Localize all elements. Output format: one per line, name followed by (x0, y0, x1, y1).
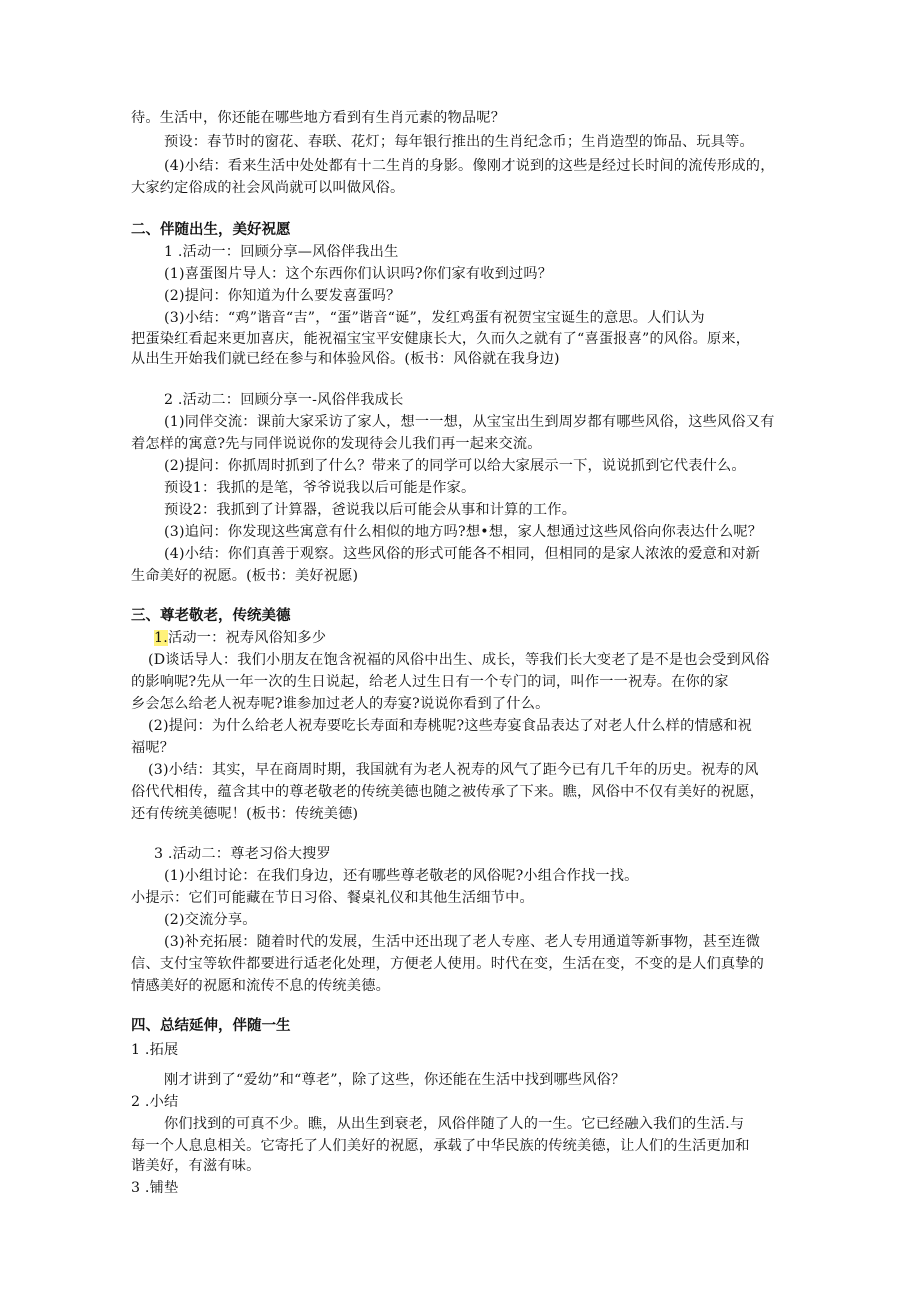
text-line: 待。生活中，你还能在哪些地方看到有生肖元素的物品呢？ (131, 110, 506, 126)
text-line: (2)交流分享。 (164, 912, 257, 928)
text-line: 预设1：我抓的是笔，爷爷说我以后可能是作家。 (164, 480, 476, 496)
section-heading: 四、总结延伸，伴随一生 (131, 1018, 291, 1034)
text-line: (1)喜蛋图片导人：这个东西你们认识吗?你们家有收到过吗？ (164, 266, 553, 282)
text-line: 小提示：它们可能藏在节日习俗、餐桌礼仪和其他生活细节中。 (131, 890, 534, 906)
text-line: (2)提问：为什么给老人祝寿要吃长寿面和寿桃呢?这些寿宴食品表达了对老人什么样的情感和祝 (148, 718, 753, 734)
text-line: (4)小结：你们真善于观察。这些风俗的形式可能各不相同，但相同的是家人浓浓的爱意和对新 (164, 546, 761, 562)
text-line: 生命美好的祝愿。(板书：美好祝愿) (131, 568, 359, 584)
text-line (154, 628, 326, 648)
text-line: 乡会怎么给老人祝寿呢?谁参加过老人的寿宴?说说你看到了什么。 (131, 696, 550, 712)
text-line: (3)小结：其实，早在商周时期，我国就有为老人祝寿的风气了距今已有几千年的历史。祝寿的风 (148, 762, 759, 778)
highlighted-number: 1. (154, 630, 168, 646)
text-line: 着怎样的寓意?先与同伴说说你的发现待会儿我们再一起来交流。 (131, 436, 542, 452)
activity-title: 活动一：祝寿风俗知多少 (167, 630, 327, 646)
text-line: 3 .活动二：尊老习俗大搜罗 (154, 846, 331, 862)
text-line: 谐美好，有滋有味。 (131, 1158, 261, 1174)
text-line: (1)小组讨论：在我们身边，还有哪些尊老敬老的风俗呢?小组合作找一找。 (164, 868, 639, 884)
text-line: (2)提问：你抓周时抓到了什么？带来了的同学可以给大家展示一下，说说抓到它代表什么。 (164, 458, 746, 474)
text-line: 刚才讲到了“爱幼”和“尊老”，除了这些，你还能在生活中找到哪些风俗？ (164, 1072, 626, 1088)
text-line: 还有传统美德呢！(板书：传统美德) (131, 806, 359, 822)
text-line: 的影响呢?先从一年一次的生日说起，给老人过生日有一个专门的词，叫作一一祝寿。在你的家 (131, 674, 729, 690)
section-heading: 三、尊老敬老，传统美德 (131, 608, 291, 624)
text-line: 1 .活动一：回顾分享—风俗伴我出生 (164, 244, 399, 260)
text-line: 福呢？ (131, 740, 175, 756)
text-line: 3 .铺垫 (131, 1180, 179, 1196)
text-line: (3)小结：“鸡”谐音“吉”，“蛋”谐音“诞”，发红鸡蛋有祝贺宝宝诞生的意思。人们认为 (164, 310, 705, 326)
text-line: 预设2：我抓到了计算器，爸说我以后可能会从事和计算的工作。 (164, 502, 577, 518)
section-heading: 二、伴随出生，美好祝愿 (131, 222, 291, 238)
text-line: (3)补充拓展：随着时代的发展，生活中还出现了老人专座、老人专用通道等新事物，甚至连微 (164, 934, 761, 950)
text-line: 信、支付宝等软件都要进行适老化处理，方便老人使用。时代在变，生活在变，不变的是人们真挚的 (131, 956, 765, 972)
text-line: 每一个人息息相关。它寄托了人们美好的祝愿，承载了中华民族的传统美德，让人们的生活更加和 (131, 1138, 750, 1154)
text-line: 1 .拓展 (131, 1042, 179, 1058)
text-line: 把蛋染红看起来更加喜庆，能祝福宝宝平安健康长大，久而久之就有了“喜蛋报喜”的风俗。原来， (131, 331, 751, 347)
text-line: 2 .活动二：回顾分享一-风俗伴我成长 (164, 392, 404, 408)
text-line: (1)同伴交流：课前大家采访了家人，想一一想，从宝宝出生到周岁都有哪些风俗，这些风俗又有 (164, 414, 775, 430)
text-line: (4)小结：看来生活中处处都有十二生肖的身影。像刚才说到的这些是经过长时间的流传形成的， (164, 158, 775, 174)
text-line: 2 .小结 (131, 1094, 179, 1110)
text-line: (D谈话导人：我们小朋友在饱含祝福的风俗中出生、成长，等我们长大变老了是不是也会受到风俗 (148, 652, 770, 668)
text-line: 大家约定俗成的社会风尚就可以叫做风俗。 (131, 180, 405, 196)
text-line: 预设：春节时的窗花、春联、花灯；每年银行推出的生肖纪念币；生肖造型的饰品、玩具等。 (164, 134, 754, 150)
text-line: 俗代代相传，蕴含其中的尊老敬老的传统美德也随之被传承了下来。瞧，风俗中不仅有美好的祝愿， (131, 784, 765, 800)
text-line: 情感美好的祝愿和流传不息的传统美德。 (131, 978, 390, 994)
text-line: 你们找到的可真不少。瞧，从出生到衰老，风俗伴随了人的一生。它已经融入我们的生活.与 (164, 1116, 745, 1132)
text-line: 从出生开始我们就已经在参与和体验风俗。(板书：风俗就在我身边) (131, 351, 560, 367)
text-line: (2)提问：你知道为什么要发喜蛋吗？ (164, 288, 401, 304)
text-line: (3)追问：你发现这些寓意有什么相似的地方吗?想•想，家人想通过这些风俗向你表达什么呢？ (164, 524, 763, 540)
